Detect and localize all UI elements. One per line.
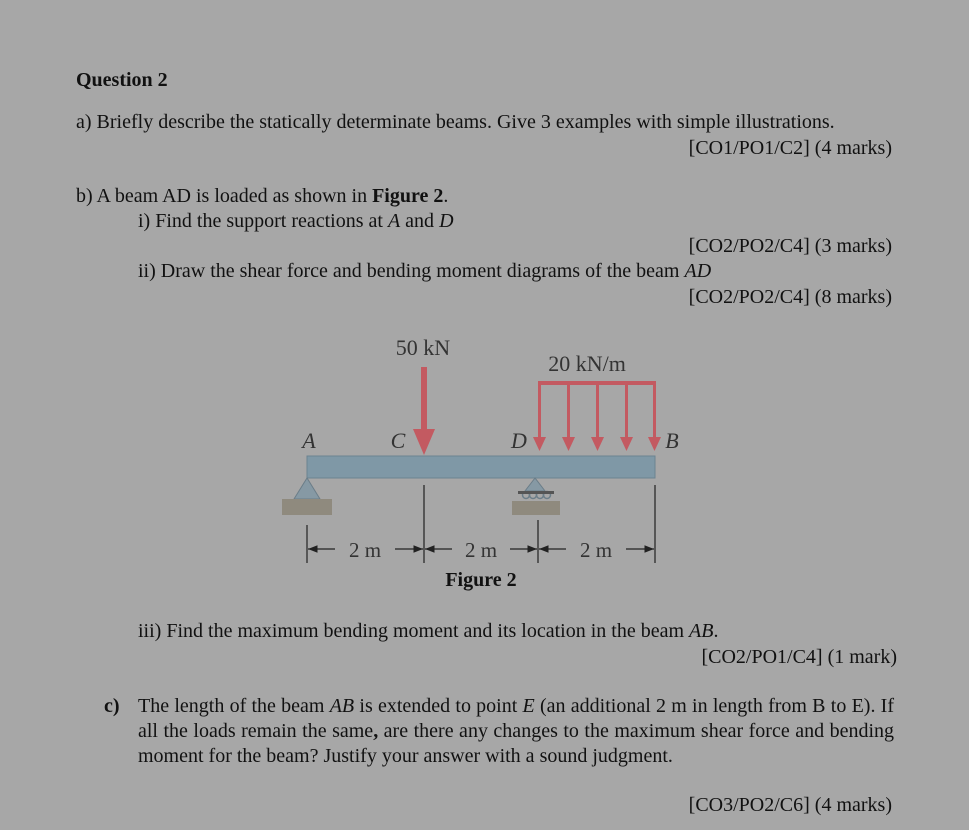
part-b-i-prefix: i) Find the support reactions at: [138, 210, 388, 232]
dist-arrow-head-4: [620, 437, 633, 451]
part-c-text-1: The length of the beam: [138, 695, 330, 717]
part-b-iii-text: [138, 619, 718, 643]
ground-d: [512, 501, 560, 515]
dimension-label-3: 2 m: [579, 538, 613, 562]
part-b-i-marks: [CO2/PO2/C4] (3 marks): [688, 235, 892, 257]
dist-arrow-head-5: [648, 437, 661, 451]
part-b-intro-end: .: [443, 185, 449, 207]
roller-support-d: [525, 478, 545, 491]
figure-reference: Figure 2: [372, 185, 444, 207]
part-b-ii-marks: [CO2/PO2/C4] (8 marks): [688, 286, 892, 308]
dimension-label-1: 2 m: [348, 538, 382, 562]
part-b-i-point-a: A: [387, 210, 401, 232]
distributed-load-arrows: [533, 381, 661, 451]
part-c-text-2: is extended to point: [354, 695, 523, 717]
point-label-c: C: [390, 428, 406, 453]
point-label-b: B: [665, 428, 679, 453]
part-b-i-text: [138, 209, 454, 233]
dist-arrow-shaft-3: [596, 381, 599, 439]
roller-base: [518, 491, 554, 494]
part-a-marks: [CO1/PO1/C2] (4 marks): [688, 137, 892, 159]
point-load-label: 50 kN: [395, 335, 451, 360]
part-b-intro-text: b) A beam AD is loaded as shown in: [76, 185, 373, 207]
question-title: Question 2: [76, 69, 168, 91]
point-label-d: D: [511, 428, 527, 453]
part-c-label: c): [104, 695, 120, 717]
part-b-ii-text: [138, 259, 711, 283]
part-c-marks: [CO3/PO2/C6] (4 marks): [688, 794, 892, 816]
point-label-a: A: [302, 428, 316, 453]
beam-figure: [270, 325, 690, 615]
point-load-arrow: [413, 429, 435, 455]
part-a-text: a) Briefly describe the statically determinate beams. Give 3 examples with simple illustrations.: [76, 111, 835, 133]
part-b-iii-beam: AB: [689, 620, 714, 642]
part-c-text-4: are there any changes to the maximum shear force and bending moment for the beam? Justify your answer with a sound judgment.: [138, 720, 894, 767]
part-c-point-e: E: [522, 695, 535, 717]
distributed-load-label: 20 kN/m: [548, 351, 626, 376]
dist-arrow-head-2: [562, 437, 575, 451]
part-b-intro: [76, 184, 448, 208]
dist-arrow-head-1: [533, 437, 546, 451]
dist-arrow-shaft-1: [538, 381, 541, 439]
dist-arrow-head-3: [591, 437, 604, 451]
part-c-beam: AB: [329, 695, 355, 717]
part-b-i-point-d: D: [439, 210, 454, 232]
part-c-text: [138, 694, 894, 769]
part-b-iii-end: .: [713, 620, 719, 642]
point-load-shaft: [421, 367, 427, 435]
pin-support-a: [294, 478, 320, 499]
part-b-i-and: and: [400, 210, 440, 232]
part-c-comma: ,: [373, 720, 379, 742]
dist-arrow-shaft-5: [653, 381, 656, 439]
figure-caption: Figure 2: [445, 569, 517, 591]
dist-arrow-shaft-2: [567, 381, 570, 439]
part-b-iii-prefix: iii) Find the maximum bending moment and its location in the beam: [138, 620, 690, 642]
dist-arrow-shaft-4: [625, 381, 628, 439]
part-b-ii-prefix: ii) Draw the shear force and bending moment diagrams of the beam: [138, 260, 685, 282]
part-b-ii-beam: AD: [684, 260, 712, 282]
dimension-label-2: 2 m: [464, 538, 498, 562]
part-c-text-3: (an additional 2 m in length from B to E). If all the loads remain the same: [138, 695, 895, 742]
beam: [307, 456, 655, 478]
part-b-iii-marks: [CO2/PO1/C4] (1 mark): [701, 646, 897, 668]
ground-a: [282, 499, 332, 515]
